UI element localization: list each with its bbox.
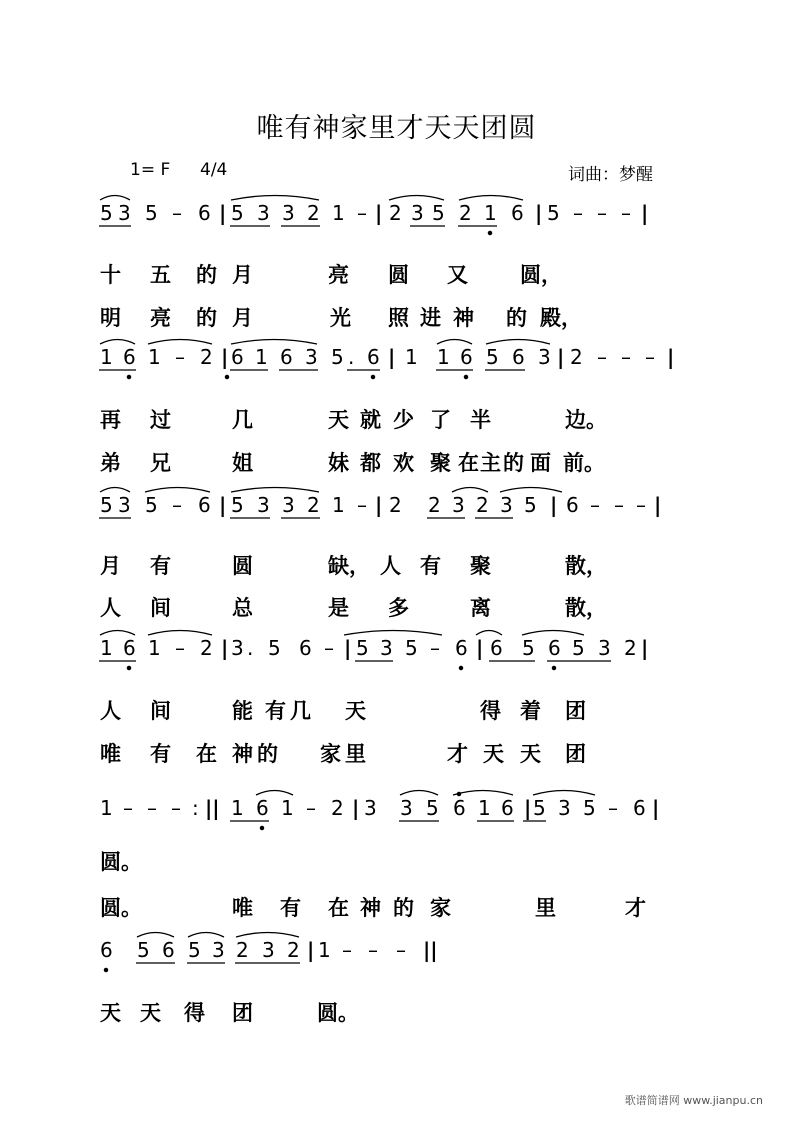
- note: 1: [100, 345, 113, 369]
- dash: –: [368, 938, 378, 962]
- slur-arc: [453, 791, 513, 796]
- note: :: [192, 796, 199, 820]
- lyric-char: 唯: [100, 742, 121, 766]
- note: 1: [100, 636, 113, 660]
- dash: –: [645, 345, 655, 369]
- lyric-char: 团: [565, 699, 586, 723]
- lyric-char: 了: [430, 408, 451, 432]
- slur-arc: [437, 340, 472, 345]
- lyric-char: 离: [470, 596, 491, 620]
- dash: –: [597, 201, 607, 225]
- dash: –: [590, 493, 600, 517]
- lyric-char: 月: [100, 554, 121, 578]
- note: 5: [356, 636, 369, 660]
- lyric-char: 的: [393, 896, 414, 920]
- octave-dot: [552, 666, 555, 669]
- slur-arc: [231, 196, 319, 201]
- dash: –: [357, 201, 367, 225]
- barline: ||: [423, 938, 438, 962]
- slur-arc: [459, 196, 523, 201]
- note: 5: [268, 636, 281, 660]
- key-signature: 1= F: [130, 160, 171, 180]
- note: 3: [118, 201, 131, 225]
- note: 6: [162, 938, 175, 962]
- note: 5: [522, 636, 535, 660]
- note: 2: [476, 493, 489, 517]
- note: 2: [200, 636, 213, 660]
- lyric-char: 欢: [393, 451, 414, 475]
- slur-arc: [100, 196, 130, 201]
- note: 3: [282, 493, 295, 517]
- slur-arc: [344, 631, 442, 636]
- octave-dot: [371, 375, 374, 378]
- note: 6: [512, 345, 525, 369]
- lyric-char: 团: [232, 1001, 253, 1025]
- note: 2: [459, 201, 472, 225]
- lyric-char: 就: [360, 408, 381, 432]
- note: 3: [257, 201, 270, 225]
- note: 6: [280, 345, 293, 369]
- lyric-char: 唯: [232, 896, 253, 920]
- dash: –: [357, 493, 367, 517]
- dash: –: [175, 345, 185, 369]
- octave-dot: [488, 231, 491, 234]
- lyric-char: 明: [100, 306, 121, 330]
- barline: |: [641, 201, 649, 225]
- slur-arc: [137, 933, 174, 938]
- barline: |: [667, 345, 675, 369]
- note: 1: [148, 345, 161, 369]
- barline: |: [524, 796, 532, 820]
- note: 1: [332, 201, 345, 225]
- lyric-char: 天: [483, 742, 504, 766]
- lyric-char: 在: [196, 742, 217, 766]
- barline: ||: [205, 796, 220, 820]
- barline: |: [652, 796, 660, 820]
- lyric-char: 几: [232, 408, 253, 432]
- lyric-char: 里: [535, 896, 556, 920]
- barline: |: [344, 636, 352, 660]
- note: 3: [411, 201, 424, 225]
- lyric-char: 才: [447, 742, 468, 766]
- lyric-char: 有: [420, 554, 441, 578]
- note: 5: [432, 201, 445, 225]
- note: 5: [331, 345, 344, 369]
- lyric-char: 面: [530, 451, 551, 475]
- note: 5: [426, 796, 439, 820]
- lyric-char: 间: [150, 699, 171, 723]
- lyric-char: 天: [140, 1001, 161, 1025]
- note: 5: [137, 938, 150, 962]
- lyric-char: 能: [232, 699, 253, 723]
- dash: –: [306, 796, 316, 820]
- slur-arc: [256, 791, 293, 796]
- dash: –: [396, 938, 406, 962]
- dash: –: [171, 796, 181, 820]
- note: 1: [437, 345, 450, 369]
- lyric-char: 是: [328, 596, 349, 620]
- lyric-char: 又: [447, 263, 468, 287]
- lyric-char: 聚: [470, 554, 491, 578]
- note: 1: [281, 796, 294, 820]
- slur-arc: [231, 340, 317, 345]
- slur-arc: [145, 488, 210, 493]
- slur-arc: [100, 631, 135, 636]
- barline: |: [557, 345, 565, 369]
- lyric-char: 才: [625, 896, 646, 920]
- lyric-char: 团: [565, 742, 586, 766]
- note: 6: [490, 636, 503, 660]
- lyric-char: 总: [232, 596, 253, 620]
- lyric-char: 殿，: [540, 306, 582, 330]
- note: 6: [455, 636, 468, 660]
- slur-arc: [389, 196, 444, 201]
- note: 2: [200, 345, 213, 369]
- note: 1: [255, 345, 268, 369]
- dash: –: [172, 493, 182, 517]
- lyric-char: 几: [290, 699, 311, 723]
- dash: –: [597, 345, 607, 369]
- note: 3: [118, 493, 131, 517]
- time-signature: 4/4: [200, 160, 228, 180]
- lyric-char: 五: [150, 263, 171, 287]
- slur-arc: [486, 340, 550, 345]
- lyric-char: 月: [232, 263, 253, 287]
- note: 3: [558, 796, 571, 820]
- octave-dot: [104, 968, 107, 971]
- note: 6: [231, 345, 244, 369]
- lyric-char: 半: [470, 408, 491, 432]
- note: 6: [123, 636, 136, 660]
- lyric-char: 间: [150, 596, 171, 620]
- note: 6: [100, 938, 113, 962]
- dash: –: [172, 201, 182, 225]
- lyric-char: 妹: [328, 451, 349, 475]
- lyric-char: 里: [345, 742, 366, 766]
- lyric-char: 兄: [150, 451, 171, 475]
- octave-dot: [225, 375, 228, 378]
- lyric-char: 人: [100, 699, 121, 723]
- note: 2: [624, 636, 637, 660]
- note: 6: [566, 493, 579, 517]
- octave-dot: [127, 375, 130, 378]
- note: 1: [100, 796, 113, 820]
- note: 6: [548, 636, 561, 660]
- dash: –: [430, 636, 440, 660]
- barline: |: [375, 201, 383, 225]
- slur-arc: [188, 933, 224, 938]
- note: 1: [478, 796, 491, 820]
- note: 3: [400, 796, 413, 820]
- note: 1: [148, 636, 161, 660]
- lyric-char: 圆。: [317, 1001, 359, 1025]
- note: 5: [405, 636, 418, 660]
- lyric-char: 主: [480, 451, 501, 475]
- lyric-char: 在: [458, 451, 479, 475]
- lyric-char: 天: [100, 1001, 121, 1025]
- note: 2: [331, 796, 344, 820]
- lyric-char: 有: [150, 742, 171, 766]
- credits: 词曲：梦醒: [568, 165, 653, 185]
- note: 2: [236, 938, 249, 962]
- octave-dot: [260, 826, 263, 829]
- lyric-char: 圆，: [520, 263, 562, 287]
- lyric-char: 人: [100, 596, 121, 620]
- dash: –: [573, 201, 583, 225]
- note: 5: [583, 796, 596, 820]
- note: 3: [538, 345, 551, 369]
- dash: –: [175, 636, 185, 660]
- note: 2: [428, 493, 441, 517]
- note: 3: [231, 636, 244, 660]
- note: 3: [212, 938, 225, 962]
- barline: |: [388, 345, 396, 369]
- barline: |: [307, 938, 315, 962]
- note: 2: [389, 493, 402, 517]
- note: 2: [307, 201, 320, 225]
- note: 5: [145, 493, 158, 517]
- note: 6: [123, 345, 136, 369]
- note: 6: [460, 345, 473, 369]
- note: 6: [453, 796, 466, 820]
- dash: –: [324, 636, 334, 660]
- slur-arc: [148, 340, 212, 345]
- lyric-char: 再: [100, 408, 121, 432]
- note: 5: [486, 345, 499, 369]
- note: 5: [231, 201, 244, 225]
- note: 3: [282, 201, 295, 225]
- lyric-char: 的: [196, 306, 217, 330]
- lyric-char: 进: [420, 306, 441, 330]
- note: 6: [256, 796, 269, 820]
- note: 5: [100, 201, 113, 225]
- dash: –: [147, 796, 157, 820]
- lyric-char: 天: [345, 699, 366, 723]
- dash: –: [621, 345, 631, 369]
- dash: –: [342, 938, 352, 962]
- note: 5: [188, 938, 201, 962]
- lyric-char: 亮: [150, 306, 171, 330]
- lyric-char: 多: [388, 596, 409, 620]
- dash: –: [621, 201, 631, 225]
- note: 6: [367, 345, 380, 369]
- octave-dot: [127, 666, 130, 669]
- slur-arc: [533, 791, 595, 796]
- lyric-char: 有: [150, 554, 171, 578]
- slur-arc: [476, 631, 502, 636]
- barline: |: [654, 493, 662, 517]
- lyric-char: 前。: [563, 451, 605, 475]
- note: 5: [524, 493, 537, 517]
- lyric-char: 得: [480, 699, 501, 723]
- lyric-char: 的: [503, 451, 524, 475]
- note: 5: [145, 201, 158, 225]
- slur-arc: [236, 933, 299, 938]
- note: 2: [287, 938, 300, 962]
- lyric-char: 十: [100, 263, 121, 287]
- lyric-char: 神: [360, 896, 381, 920]
- slur-arc: [500, 488, 562, 493]
- lyric-char: 人: [380, 554, 401, 578]
- slur-arc: [400, 791, 438, 796]
- barline: |: [352, 796, 360, 820]
- barline: |: [375, 493, 383, 517]
- note: 1: [484, 201, 497, 225]
- barline: |: [641, 636, 649, 660]
- song-title: 唯有神家里才天天团圆: [256, 113, 537, 144]
- lyric-char: 圆: [388, 263, 409, 287]
- barline: |: [550, 493, 558, 517]
- note: 5: [533, 796, 546, 820]
- lyric-char: 姐: [232, 451, 253, 475]
- lyric-char: 圆: [232, 554, 253, 578]
- watermark: 歌谱简谱网 www.jianpu.cn: [624, 1094, 763, 1107]
- dash: –: [636, 493, 646, 517]
- dash: –: [608, 796, 618, 820]
- lyric-char: 有: [265, 699, 286, 723]
- note: .: [348, 345, 355, 369]
- lyric-char: 光: [330, 306, 351, 330]
- note: 3: [380, 636, 393, 660]
- lyric-char: 边。: [565, 408, 607, 432]
- lyric-char: 都: [360, 451, 381, 475]
- lyric-char: 聚: [430, 451, 451, 475]
- note: 3: [500, 493, 513, 517]
- note: 6: [633, 796, 646, 820]
- barline: |: [221, 636, 229, 660]
- note: 1: [231, 796, 244, 820]
- barline: |: [219, 493, 227, 517]
- lyric-char: 家: [430, 896, 451, 920]
- note: 1: [405, 345, 418, 369]
- barline: |: [535, 201, 543, 225]
- note: 6: [198, 493, 211, 517]
- note: 3: [305, 345, 318, 369]
- note: 5: [100, 493, 113, 517]
- slur-arc: [522, 631, 584, 636]
- lyric-char: 在: [328, 896, 349, 920]
- barline: |: [219, 201, 227, 225]
- lyric-char: 亮: [328, 263, 349, 287]
- lyric-char: 少: [393, 408, 414, 432]
- note: 2: [307, 493, 320, 517]
- lyric-char: 照: [388, 306, 409, 330]
- note: 3: [598, 636, 611, 660]
- lyric-char: 神: [453, 306, 474, 330]
- note: 2: [389, 201, 402, 225]
- barline: |: [476, 636, 484, 660]
- slur-arc: [100, 488, 130, 493]
- note: 1: [318, 938, 331, 962]
- dash: –: [123, 796, 133, 820]
- lyric-char: 过: [150, 408, 171, 432]
- note: 3: [452, 493, 465, 517]
- lyric-char: 圆。: [100, 896, 142, 920]
- lyric-char: 得: [184, 1001, 205, 1025]
- note: 3: [257, 493, 270, 517]
- slur-arc: [100, 340, 135, 345]
- slur-arc: [452, 488, 488, 493]
- note: 6: [299, 636, 312, 660]
- note: 3: [364, 796, 377, 820]
- lyric-char: 散，: [565, 554, 607, 578]
- lyric-char: 神: [232, 742, 253, 766]
- note: 5: [547, 201, 560, 225]
- lyric-char: 散，: [565, 596, 607, 620]
- octave-dot: [464, 375, 467, 378]
- lyric-char: 着: [520, 699, 541, 723]
- note: 2: [570, 345, 583, 369]
- note: 6: [501, 796, 514, 820]
- lyric-char: 的: [196, 263, 217, 287]
- lyric-char: 缺，: [328, 554, 370, 578]
- lyric-char: 天: [328, 408, 349, 432]
- lyric-char: 天: [520, 742, 541, 766]
- note: 5: [572, 636, 585, 660]
- barline: |: [221, 345, 229, 369]
- lyric-char: 的: [257, 742, 278, 766]
- lyric-char: 月: [232, 306, 253, 330]
- octave-dot: [459, 666, 462, 669]
- lyric-char: 家: [320, 742, 341, 766]
- slur-arc: [148, 631, 212, 636]
- lyric-char: 有: [280, 896, 301, 920]
- note: 3: [262, 938, 275, 962]
- lyric-char: 弟: [100, 451, 121, 475]
- note: 6: [198, 201, 211, 225]
- note: .: [247, 636, 254, 660]
- dash: –: [614, 493, 624, 517]
- slur-arc: [231, 488, 319, 493]
- note: 5: [231, 493, 244, 517]
- lyric-char: 圆。: [100, 850, 142, 874]
- note: 6: [511, 201, 524, 225]
- lyric-char: 的: [506, 306, 527, 330]
- note: 1: [332, 493, 345, 517]
